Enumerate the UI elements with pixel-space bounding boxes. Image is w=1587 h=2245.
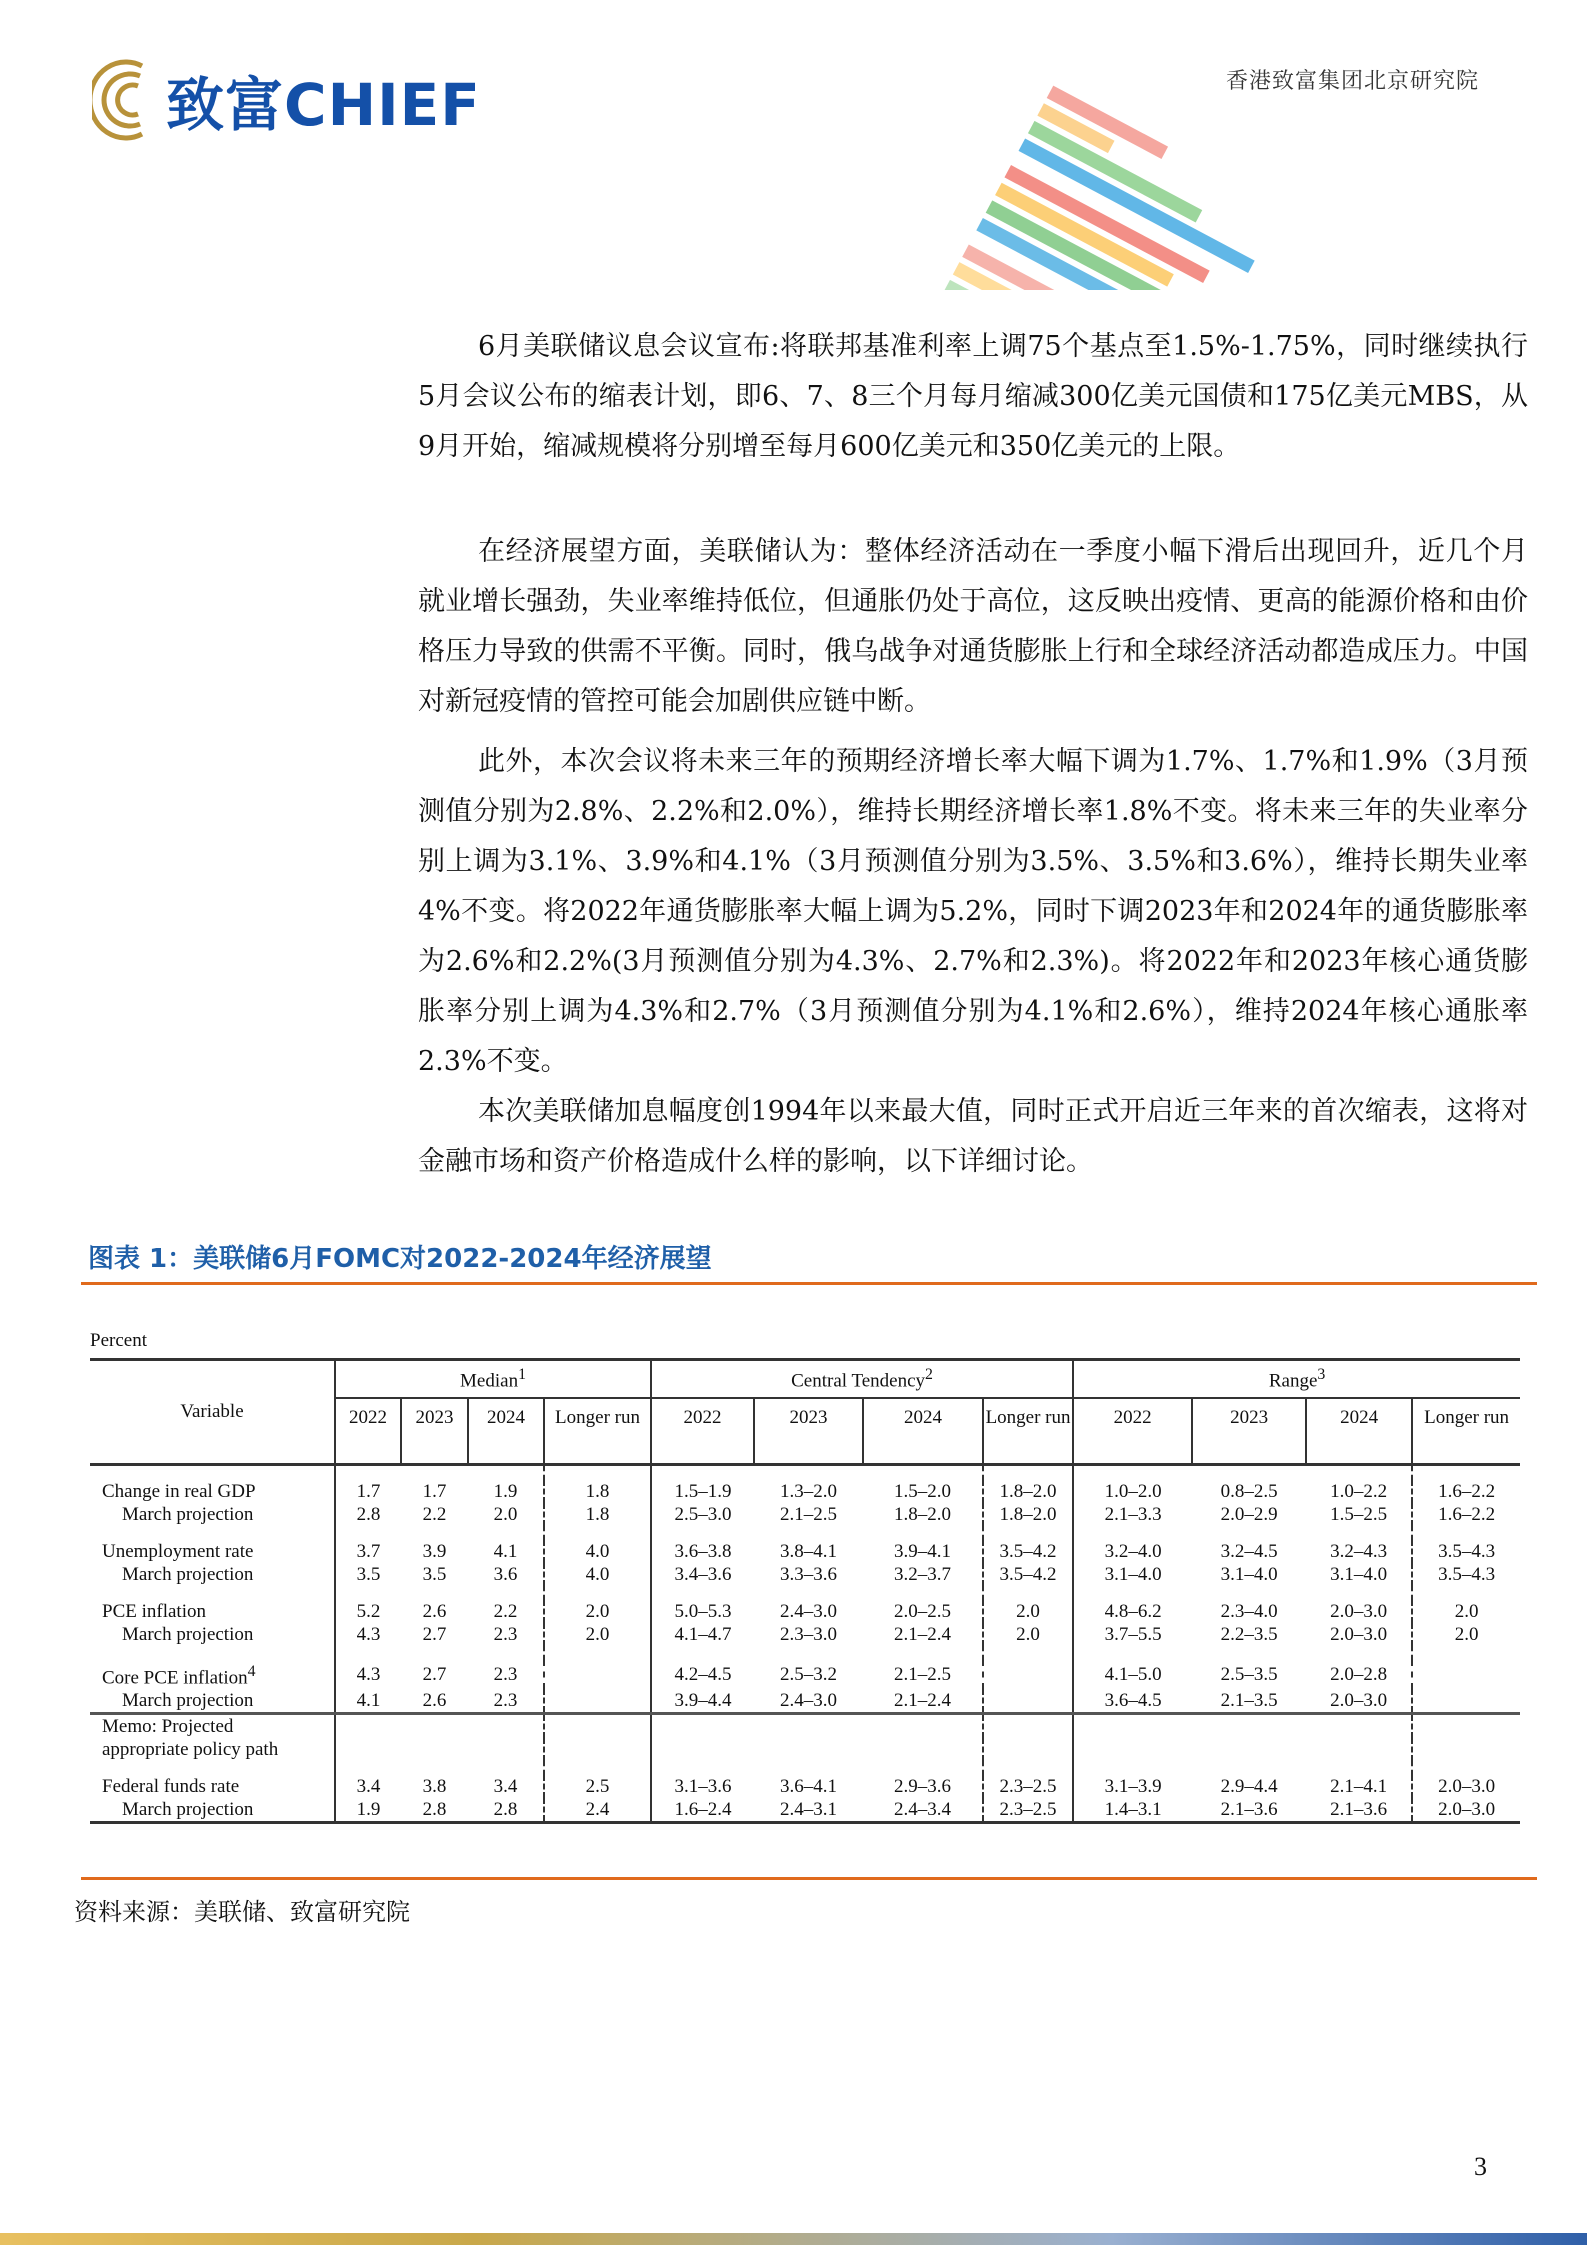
table-cell-range: 2.0–2.9 (1220, 1504, 1278, 1525)
table-cell-range: 2.1–3.5 (1220, 1690, 1278, 1712)
row-label (90, 1480, 335, 1503)
spacer-cell (651, 1586, 754, 1600)
paragraph-rate-decision: 6月美联储议息会议宣布:将联邦基准利率上调75个基点至1.5%-1.75%，同时继续执行5月会议公布的缩表计划，即6、7、8三个月每月缩减300亿美元国债和175亿美元MBS，从9月开始，缩减规模将分别增至每月600亿美元和350亿美元的上限。 (418, 331, 1528, 462)
empty-cell (1073, 1714, 1192, 1739)
table-cell-median: 2.5 (544, 1775, 651, 1798)
row-label (90, 1623, 335, 1646)
table-cell-ct: 2.4–3.1 (754, 1798, 863, 1823)
empty-cell (754, 1714, 863, 1739)
spacer-cell (401, 1646, 468, 1660)
row-label (90, 1798, 335, 1823)
empty-cell (1306, 1714, 1412, 1739)
table-cell-range: 3.5–4.3 (1412, 1540, 1520, 1563)
table-cell-median: 1.9 (493, 1481, 518, 1502)
table-row (90, 1623, 1520, 1646)
table-cell-range: 2.0–3.0 (1330, 1690, 1388, 1712)
table-cell-median: 3.5 (335, 1563, 401, 1586)
table-cell-range: 2.0 (1412, 1623, 1520, 1646)
table-cell-ct (983, 1660, 1073, 1689)
spacer-cell (1412, 1526, 1520, 1540)
table-cell-range: 3.2–4.0 (1073, 1540, 1192, 1563)
table-row (90, 1775, 1520, 1798)
table-cell-range: 2.0–3.0 (1412, 1798, 1520, 1823)
empty-cell (983, 1714, 1073, 1739)
year-header: 2024 (1306, 1398, 1412, 1465)
table-cell-ct: 2.1–2.4 (894, 1624, 952, 1645)
spacer-cell (651, 1761, 754, 1775)
table-cell-ct: 2.1–2.5 (894, 1664, 952, 1686)
row-label (90, 1600, 335, 1623)
spacer-cell (983, 1646, 1073, 1660)
footnote-marker: 3 (1317, 1365, 1326, 1383)
table-cell-median: 4.1 (335, 1689, 401, 1714)
table-cell-ct: 1.8–2.0 (894, 1504, 952, 1525)
spacer-cell (754, 1646, 863, 1660)
row-label (90, 1563, 335, 1586)
spacer-cell (983, 1761, 1073, 1775)
footnote-marker: 4 (247, 1663, 256, 1680)
spacer-cell (1192, 1761, 1306, 1775)
spacer-cell (1412, 1646, 1520, 1660)
header-bar-chart-artwork (600, 0, 1500, 290)
table-cell-median: 2.2 (493, 1601, 518, 1622)
spacer-cell (1073, 1646, 1192, 1660)
empty-cell (651, 1738, 754, 1761)
row-label-text: March projection (122, 1690, 254, 1712)
table-row (90, 1503, 1520, 1526)
spacer-cell (335, 1465, 401, 1481)
source-divider (81, 1877, 1537, 1880)
spacer-cell (401, 1586, 468, 1600)
spacer-cell (544, 1526, 651, 1540)
spacer-cell (754, 1526, 863, 1540)
empty-cell (335, 1738, 401, 1761)
spacer-cell (1073, 1465, 1192, 1481)
spacer-cell (1192, 1526, 1306, 1540)
spacer-cell (983, 1465, 1073, 1481)
table-cell-median (544, 1689, 651, 1714)
table-cell-median: 2.6 (422, 1690, 447, 1712)
table-cell-median: 3.8 (422, 1776, 447, 1798)
spacer-cell (90, 1761, 335, 1775)
spacer-cell (863, 1586, 983, 1600)
table-cell-range: 3.1–4.0 (1330, 1564, 1388, 1585)
table-cell-range: 2.1–4.1 (1330, 1776, 1388, 1798)
table-cell-ct: 3.8–4.1 (780, 1541, 838, 1562)
spacer-cell (1073, 1526, 1192, 1540)
table-cell-median: 3.7 (335, 1540, 401, 1563)
spacer-cell (401, 1526, 468, 1540)
year-header: 2023 (401, 1398, 468, 1465)
table-cell-ct: 2.0 (983, 1623, 1073, 1646)
table-cell-ct: 2.0 (983, 1600, 1073, 1623)
spacer-cell (401, 1761, 468, 1775)
table-row (90, 1480, 1520, 1503)
table-cell-range: 2.2–3.5 (1220, 1624, 1278, 1645)
spacer-cell (1412, 1586, 1520, 1600)
spacer-cell (335, 1761, 401, 1775)
group-label: Range (1268, 1370, 1318, 1392)
paragraph-conclusion: 本次美联储加息幅度创1994年以来最大值，同时正式开启近三年来的首次缩表，这将对金融市场和资产价格造成什么样的影响，以下详细讨论。 (418, 1096, 1528, 1177)
year-header: 2022 (651, 1398, 754, 1465)
memo-label: Memo: Projected (90, 1714, 335, 1739)
table-cell-range (1412, 1660, 1520, 1689)
table-cell-median: 4.0 (544, 1540, 651, 1563)
spacer-cell (90, 1586, 335, 1600)
table-cell-median: 2.0 (493, 1504, 518, 1525)
group-header-median (335, 1360, 651, 1399)
table-row (90, 1563, 1520, 1586)
spacer-cell (335, 1526, 401, 1540)
row-label-text: Core PCE inflation (102, 1667, 248, 1689)
spacer-cell (863, 1526, 983, 1540)
table-row (90, 1798, 1520, 1823)
source-note: 资料来源：美联储、致富研究院 (74, 1898, 410, 1926)
table-cell-ct (983, 1689, 1073, 1714)
table-cell-range: 0.8–2.5 (1220, 1481, 1278, 1502)
spacer-cell (468, 1761, 544, 1775)
spacer-cell (1192, 1646, 1306, 1660)
year-header: Longer run (1412, 1398, 1520, 1465)
year-header: 2022 (335, 1398, 401, 1465)
table-cell-ct: 3.3–3.6 (780, 1564, 838, 1585)
table-cell-median: 4.3 (335, 1660, 401, 1689)
spacer-cell (1306, 1526, 1412, 1540)
page-number: 3 (1474, 2152, 1487, 2181)
spacer-cell (468, 1526, 544, 1540)
spacer-cell (1192, 1465, 1306, 1481)
spacer-cell (544, 1761, 651, 1775)
company-logo (92, 58, 481, 142)
group-header-central-tendency (651, 1360, 1073, 1399)
spacer-cell (863, 1761, 983, 1775)
table-cell-ct: 3.4–3.6 (651, 1563, 754, 1586)
spacer-cell (651, 1526, 754, 1540)
table-cell-median: 3.6 (493, 1564, 518, 1585)
table-cell-range: 3.6–4.5 (1073, 1689, 1192, 1714)
year-header: 2024 (863, 1398, 983, 1465)
row-label-text: PCE inflation (102, 1601, 206, 1622)
table-cell-range: 1.6–2.2 (1412, 1503, 1520, 1526)
spacer-cell (754, 1761, 863, 1775)
table-cell-range: 2.1–3.6 (1192, 1798, 1306, 1823)
table-cell-ct: 2.5–3.0 (651, 1503, 754, 1526)
table-cell-range: 1.0–2.0 (1073, 1480, 1192, 1503)
table-cell-ct: 2.1–2.5 (780, 1504, 838, 1525)
spacer-cell (90, 1646, 335, 1660)
table-cell-median: 1.8 (544, 1480, 651, 1503)
spacer-cell (401, 1465, 468, 1481)
table-cell-ct: 2.0–2.5 (894, 1601, 952, 1622)
table-cell-ct: 3.9–4.4 (651, 1689, 754, 1714)
spacer-row (90, 1526, 1520, 1540)
table-cell-median: 2.8 (401, 1798, 468, 1823)
table-row (90, 1600, 1520, 1623)
table-cell-median: 2.3 (493, 1664, 518, 1686)
table-cell-median: 5.2 (335, 1600, 401, 1623)
table-cell-median: 1.7 (335, 1480, 401, 1503)
table-cell-median: 3.9 (422, 1541, 447, 1562)
empty-cell (1412, 1738, 1520, 1761)
spacer-cell (983, 1586, 1073, 1600)
table-cell-median: 2.4 (544, 1798, 651, 1823)
table-cell-range: 2.0–3.0 (1330, 1601, 1388, 1622)
footnote-marker: 2 (925, 1365, 933, 1383)
spacer-cell (983, 1526, 1073, 1540)
empty-cell (544, 1714, 651, 1739)
group-label: Central Tendency (791, 1370, 926, 1392)
table-cell-ct: 3.6–3.8 (651, 1540, 754, 1563)
table-cell-range: 2.5–3.5 (1220, 1664, 1278, 1686)
empty-cell (983, 1738, 1073, 1761)
empty-cell (754, 1738, 863, 1761)
empty-cell (1192, 1714, 1306, 1739)
spacer-cell (863, 1465, 983, 1481)
table-cell-ct: 2.9–3.6 (894, 1776, 952, 1798)
table-cell-range: 1.5–2.5 (1330, 1504, 1388, 1525)
empty-cell (468, 1714, 544, 1739)
table-cell-range: 3.2–4.5 (1220, 1541, 1278, 1562)
table-cell-ct: 3.2–3.7 (894, 1564, 952, 1585)
spacer-cell (1073, 1761, 1192, 1775)
row-label-text: March projection (122, 1799, 254, 1821)
table-cell-ct: 5.0–5.3 (651, 1600, 754, 1623)
row-label (90, 1660, 335, 1689)
table-cell-median: 2.2 (422, 1504, 447, 1525)
empty-cell (1306, 1738, 1412, 1761)
spacer-cell (468, 1646, 544, 1660)
spacer-cell (651, 1646, 754, 1660)
table-row (90, 1540, 1520, 1563)
table-cell-median: 2.0 (544, 1623, 651, 1646)
fomc-projections-table (90, 1358, 1520, 1824)
spacer-cell (1412, 1465, 1520, 1481)
spacer-cell (468, 1586, 544, 1600)
table-cell-range: 2.1–3.3 (1073, 1503, 1192, 1526)
figure-caption: 图表 1：美联储6月FOMC对2022-2024年经济展望 (88, 1244, 712, 1274)
empty-cell (651, 1714, 754, 1739)
empty-cell (401, 1714, 468, 1739)
table-cell-median: 2.3 (493, 1690, 518, 1712)
spacer-cell (544, 1646, 651, 1660)
year-header: 2024 (468, 1398, 544, 1465)
spacer-cell (1412, 1761, 1520, 1775)
table-row (90, 1660, 1520, 1689)
empty-cell (1073, 1738, 1192, 1761)
table-cell-median: 2.6 (422, 1601, 447, 1622)
spacer-cell (1306, 1586, 1412, 1600)
table-cell-ct: 1.6–2.4 (651, 1798, 754, 1823)
spacer-cell (651, 1465, 754, 1481)
table-cell-range: 2.3–4.0 (1220, 1601, 1278, 1622)
table-cell-median (544, 1660, 651, 1689)
logo-text: 致富CHIEF (166, 71, 481, 139)
empty-cell (335, 1714, 401, 1739)
table-cell-range: 3.2–4.3 (1330, 1541, 1388, 1562)
empty-cell (863, 1738, 983, 1761)
table-cell-ct: 2.3–2.5 (983, 1798, 1073, 1823)
table-cell-ct: 1.3–2.0 (780, 1481, 838, 1502)
table-cell-median: 2.7 (422, 1664, 447, 1686)
fomc-projections-table-container (90, 1330, 1520, 1824)
year-header: 2022 (1073, 1398, 1192, 1465)
table-row (90, 1689, 1520, 1714)
spacer-cell (754, 1465, 863, 1481)
table-cell-range: 3.1–4.0 (1220, 1564, 1278, 1585)
spacer-cell (468, 1465, 544, 1481)
table-cell-range: 1.6–2.2 (1412, 1480, 1520, 1503)
spacer-row (90, 1586, 1520, 1600)
year-header: Longer run (544, 1398, 651, 1465)
table-cell-median: 4.0 (544, 1563, 651, 1586)
row-label-text: Federal funds rate (102, 1776, 240, 1798)
table-cell-ct: 2.3–2.5 (983, 1775, 1073, 1798)
group-label: Median (460, 1370, 519, 1392)
table-cell-median: 1.8 (544, 1503, 651, 1526)
year-header: Longer run (983, 1398, 1073, 1465)
row-label (90, 1775, 335, 1798)
spacer-cell (90, 1526, 335, 1540)
table-cell-range: 2.1–3.6 (1306, 1798, 1412, 1823)
logo-c-rings-icon (92, 58, 154, 142)
table-cell-median: 4.1 (493, 1541, 518, 1562)
table-cell-range (1412, 1689, 1520, 1714)
table-cell-ct: 3.5–4.2 (983, 1540, 1073, 1563)
table-cell-range: 2.0 (1412, 1600, 1520, 1623)
organization-name: 香港致富集团北京研究院 (1226, 69, 1480, 94)
spacer-cell (335, 1646, 401, 1660)
memo-row (90, 1738, 1520, 1761)
table-cell-range: 1.0–2.2 (1330, 1481, 1388, 1502)
table-cell-ct: 4.2–4.5 (651, 1660, 754, 1689)
table-cell-ct: 4.1–4.7 (651, 1623, 754, 1646)
spacer-cell (335, 1586, 401, 1600)
row-label-text: Unemployment rate (102, 1541, 254, 1562)
spacer-cell (754, 1586, 863, 1600)
row-label-text: March projection (122, 1504, 254, 1525)
paragraph-projections: 此外，本次会议将未来三年的预期经济增长率大幅下调为1.7%、1.7%和1.9%（3月预测值分别为2.8%、2.2%和2.0%），维持长期经济增长率1.8%不变。将未来三年的失业率分别上调为3.1%、3.9%和4.1%（3月预测值分别为3.5%、3.5%和3.6%），维持长期失业率4%不变。将2022年通货膨胀率大幅上调为5.2%，同时下调2023年和2024年的通货膨胀率为2.6%和2.2%(3月预测值分别为4.3%、2.7%和2.3%)。将2022年和2023年核心通货膨胀率分别上调为4.3%和2.7%（3月预测值分别为4.1%和2.6%），维持2024年核心通胀率2.3%不变。 (418, 746, 1528, 1077)
spacer-cell (1073, 1586, 1192, 1600)
empty-cell (1192, 1738, 1306, 1761)
table-cell-ct: 3.6–4.1 (780, 1776, 838, 1798)
table-cell-ct: 1.5–2.0 (894, 1481, 952, 1502)
row-label (90, 1503, 335, 1526)
table-cell-range: 3.5–4.3 (1412, 1563, 1520, 1586)
table-cell-ct: 3.9–4.1 (894, 1541, 952, 1562)
empty-cell (1412, 1714, 1520, 1739)
table-cell-range: 2.0–3.0 (1412, 1775, 1520, 1798)
variable-header: Variable (90, 1360, 335, 1465)
table-cell-range: 1.4–3.1 (1073, 1798, 1192, 1823)
spacer-cell (1306, 1465, 1412, 1481)
row-label (90, 1540, 335, 1563)
row-label-text: March projection (122, 1624, 254, 1645)
table-cell-range: 3.1–4.0 (1073, 1563, 1192, 1586)
spacer-cell (863, 1646, 983, 1660)
spacer-cell (544, 1465, 651, 1481)
group-header-range (1073, 1360, 1520, 1399)
table-cell-median: 3.4 (335, 1775, 401, 1798)
table-cell-ct: 3.5–4.2 (983, 1563, 1073, 1586)
memo-label: appropriate policy path (102, 1739, 279, 1761)
table-cell-range: 2.0–2.8 (1330, 1664, 1388, 1686)
caption-divider (81, 1282, 1537, 1285)
row-label-text: Change in real GDP (102, 1481, 256, 1502)
row-label (90, 1689, 335, 1714)
table-unit-label: Percent (90, 1330, 147, 1351)
table-cell-range: 2.9–4.4 (1220, 1776, 1278, 1798)
spacer-row (90, 1646, 1520, 1660)
spacer-cell (90, 1465, 335, 1481)
table-cell-range: 4.8–6.2 (1073, 1600, 1192, 1623)
table-cell-ct: 1.5–1.9 (651, 1480, 754, 1503)
empty-cell (863, 1714, 983, 1739)
table-cell-ct: 1.8–2.0 (983, 1480, 1073, 1503)
row-label-text: March projection (122, 1564, 254, 1585)
table-cell-median: 2.0 (544, 1600, 651, 1623)
empty-cell (468, 1738, 544, 1761)
table-cell-median: 3.4 (493, 1776, 518, 1798)
table-cell-ct: 2.1–2.4 (894, 1690, 952, 1712)
spacer-cell (1306, 1646, 1412, 1660)
spacer-cell (1306, 1761, 1412, 1775)
table-cell-range: 4.1–5.0 (1073, 1660, 1192, 1689)
table-cell-median: 2.7 (422, 1624, 447, 1645)
table-cell-median: 2.8 (335, 1503, 401, 1526)
empty-cell (401, 1738, 468, 1761)
year-header: 2023 (1192, 1398, 1306, 1465)
table-cell-median: 4.3 (335, 1623, 401, 1646)
table-cell-ct: 2.4–3.0 (780, 1690, 838, 1712)
table-cell-range: 2.0–3.0 (1330, 1624, 1388, 1645)
table-cell-median: 2.8 (468, 1798, 544, 1823)
table-cell-ct: 3.1–3.6 (651, 1775, 754, 1798)
table-cell-range: 3.7–5.5 (1073, 1623, 1192, 1646)
table-cell-median: 2.3 (493, 1624, 518, 1645)
empty-cell (544, 1738, 651, 1761)
paragraph-economic-outlook: 在经济展望方面，美联储认为：整体经济活动在一季度小幅下滑后出现回升，近几个月就业增长强劲，失业率维持低位，但通胀仍处于高位，这反映出疫情、更高的能源价格和由价格压力导致的供需不平衡。同时，俄乌战争对通货膨胀上行和全球经济活动都造成压力。中国对新冠疫情的管控可能会加剧供应链中断。 (418, 536, 1528, 717)
table-cell-range: 3.1–3.9 (1073, 1775, 1192, 1798)
spacer-cell (544, 1586, 651, 1600)
table-cell-median: 1.9 (335, 1798, 401, 1823)
table-cell-ct: 2.4–3.0 (780, 1601, 838, 1622)
spacer-row (90, 1761, 1520, 1775)
memo-row (90, 1714, 1520, 1739)
table-cell-median: 1.7 (422, 1481, 447, 1502)
footer-gradient-bar (0, 2233, 1587, 2245)
table-cell-ct: 2.5–3.2 (780, 1664, 838, 1686)
table-cell-median: 3.5 (422, 1564, 447, 1585)
table-cell-ct: 2.4–3.4 (863, 1798, 983, 1823)
spacer-cell (1192, 1586, 1306, 1600)
year-header: 2023 (754, 1398, 863, 1465)
footnote-marker: 1 (518, 1365, 526, 1383)
table-cell-ct: 2.3–3.0 (780, 1624, 838, 1645)
table-cell-ct: 1.8–2.0 (983, 1503, 1073, 1526)
spacer-row (90, 1465, 1520, 1481)
